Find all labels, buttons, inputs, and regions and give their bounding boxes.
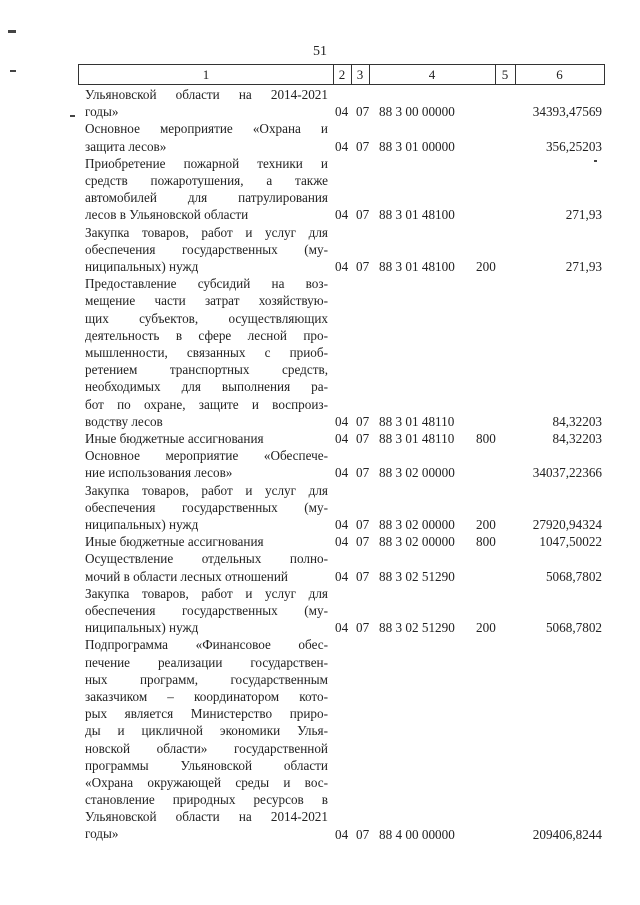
table-row	[0, 86, 640, 120]
description-line: «Охрана окружающей среды и вос-	[85, 774, 328, 790]
subsection-code: 07	[356, 534, 370, 550]
amount: 84,32203	[552, 413, 602, 429]
table-row	[0, 447, 640, 481]
description-line: водству лесов	[85, 413, 163, 429]
description-line: бот по охране, защите и воспроиз-	[85, 396, 328, 412]
target-article-code: 88 3 01 00000	[379, 138, 455, 154]
table-row	[0, 430, 640, 447]
description-line: заказчиком – координатором кото-	[85, 688, 328, 704]
amount: 1047,50022	[539, 534, 602, 550]
description-line: обеспечения государственных (му-	[85, 499, 328, 515]
description-line: ниципальных) нужд	[85, 258, 199, 274]
description-line: новской области» государственной	[85, 740, 328, 756]
description-line: печение реализации государствен-	[85, 654, 328, 670]
description-line: щих субъектов, осуществляющих	[85, 310, 328, 326]
description-line: ретением транспортных средств,	[85, 362, 328, 378]
amount: 27920,94324	[532, 516, 602, 532]
row-description	[85, 86, 328, 120]
description-line: мещение части затрат хозяйствую-	[85, 293, 328, 309]
row-description	[85, 533, 328, 550]
expense-type-code: 200	[476, 516, 496, 532]
scan-mark	[8, 30, 16, 33]
section-code: 04	[335, 207, 349, 223]
row-description	[85, 482, 328, 534]
scan-mark	[10, 70, 16, 72]
row-description	[85, 550, 328, 584]
description-line: Иные бюджетные ассигнования	[85, 431, 264, 446]
description-line: Ульяновской области на 2014-2021	[85, 87, 328, 102]
table-row	[0, 533, 640, 550]
description-line: ных программ, государственным	[85, 671, 328, 687]
amount: 271,93	[565, 258, 602, 274]
section-code: 04	[335, 516, 349, 532]
table-header	[78, 64, 605, 85]
description-line: деятельность в сфере лесной про-	[85, 327, 328, 343]
header-col-1: 1	[79, 65, 334, 84]
description-line: становление природных ресурсов в	[85, 792, 328, 808]
section-code: 04	[335, 826, 349, 842]
subsection-code: 07	[356, 826, 370, 842]
table-row	[0, 636, 640, 842]
section-code: 04	[335, 430, 349, 446]
amount: 356,25203	[545, 138, 602, 154]
section-code: 04	[335, 258, 349, 274]
target-article-code: 88 3 02 51290	[379, 568, 455, 584]
row-description	[85, 120, 328, 154]
description-line: Закупка товаров, работ и услуг для	[85, 482, 328, 498]
section-code: 04	[335, 568, 349, 584]
target-article-code: 88 3 01 48110	[379, 413, 455, 429]
description-line: необходимых для выполнения ра-	[85, 379, 328, 395]
amount: 34393,47569	[532, 104, 602, 120]
description-line: ды и цикличной экономики Улья-	[85, 723, 328, 739]
subsection-code: 07	[356, 516, 370, 532]
expense-type-code: 200	[476, 620, 496, 636]
description-line: защита лесов»	[85, 138, 167, 154]
table-row	[0, 585, 640, 637]
amount: 5068,7802	[545, 568, 602, 584]
description-line: программы Ульяновской области	[85, 757, 328, 773]
page-number: 51	[313, 44, 327, 59]
amount: 5068,7802	[545, 620, 602, 636]
description-line: Закупка товаров, работ и услуг для	[85, 224, 328, 240]
target-article-code: 88 3 02 51290	[379, 620, 455, 636]
description-line: Иные бюджетные ассигнования	[85, 534, 264, 550]
row-description	[85, 447, 328, 481]
row-description	[85, 155, 328, 224]
amount: 209406,8244	[532, 826, 602, 842]
table-row	[0, 550, 640, 584]
header-col-3: 3	[351, 65, 370, 84]
target-article-code: 88 3 01 48110	[379, 430, 455, 446]
description-line: Основное мероприятие «Охрана и	[85, 121, 328, 137]
description-line: Ульяновской области на 2014-2021	[85, 809, 328, 825]
description-line: лесов в Ульяновской области	[85, 207, 249, 223]
subsection-code: 07	[356, 258, 370, 274]
subsection-code: 07	[356, 620, 370, 636]
expense-type-code: 800	[476, 430, 496, 446]
target-article-code: 88 3 00 00000	[379, 104, 455, 120]
description-line: ниципальных) нужд	[85, 516, 199, 532]
section-code: 04	[335, 465, 349, 481]
section-code: 04	[335, 413, 349, 429]
row-description	[85, 275, 328, 430]
header-col-2: 2	[333, 65, 352, 84]
scan-mark	[70, 115, 75, 117]
description-line: средств пожаротушения, а также	[85, 172, 328, 188]
subsection-code: 07	[356, 413, 370, 429]
description-line: Основное мероприятие «Обеспече-	[85, 448, 328, 464]
subsection-code: 07	[356, 465, 370, 481]
description-line: Предоставление субсидий на воз-	[85, 276, 328, 292]
header-col-4: 4	[369, 65, 496, 84]
row-description	[85, 636, 328, 842]
description-line: Закупка товаров, работ и услуг для	[85, 585, 328, 601]
section-code: 04	[335, 620, 349, 636]
description-line: Осуществление отдельных полно-	[85, 551, 328, 567]
target-article-code: 88 3 01 48100	[379, 258, 455, 274]
description-line: годы»	[85, 104, 119, 120]
expense-type-code: 800	[476, 534, 496, 550]
description-line: обеспечения государственных (му-	[85, 241, 328, 257]
section-code: 04	[335, 138, 349, 154]
target-article-code: 88 3 02 00000	[379, 534, 455, 550]
description-line: Приобретение пожарной техники и	[85, 155, 328, 171]
target-article-code: 88 4 00 00000	[379, 826, 455, 842]
header-col-6: 6	[556, 67, 563, 82]
section-code: 04	[335, 104, 349, 120]
description-line: ниципальных) нужд	[85, 620, 199, 636]
target-article-code: 88 3 01 48100	[379, 207, 455, 223]
target-article-code: 88 3 02 00000	[379, 516, 455, 532]
table-row	[0, 275, 640, 430]
description-line: Подпрограмма «Финансовое обес-	[85, 637, 328, 653]
subsection-code: 07	[356, 138, 370, 154]
row-description	[85, 430, 328, 447]
description-line: мышленности, связанных с приоб-	[85, 344, 328, 360]
description-line: автомобилей для патрулирования	[85, 190, 328, 206]
subsection-code: 07	[356, 430, 370, 446]
row-description	[85, 585, 328, 637]
subsection-code: 07	[356, 568, 370, 584]
description-line: годы»	[85, 826, 119, 842]
description-line: мочий в области лесных отношений	[85, 568, 288, 584]
expense-type-code: 200	[476, 258, 496, 274]
subsection-code: 07	[356, 207, 370, 223]
table-row	[0, 224, 640, 276]
table-row	[0, 120, 640, 154]
amount: 34037,22366	[532, 465, 602, 481]
amount: 271,93	[565, 207, 602, 223]
header-col-5: 5	[495, 65, 516, 84]
amount: 84,32203	[552, 430, 602, 446]
description-line: рых является Министерство приро-	[85, 706, 328, 722]
section-code: 04	[335, 534, 349, 550]
table-row	[0, 155, 640, 224]
table-row	[0, 482, 640, 534]
description-line: ние использования лесов»	[85, 465, 233, 481]
row-description	[85, 224, 328, 276]
description-line: обеспечения государственных (му-	[85, 602, 328, 618]
subsection-code: 07	[356, 104, 370, 120]
scan-mark	[594, 160, 597, 162]
target-article-code: 88 3 02 00000	[379, 465, 455, 481]
